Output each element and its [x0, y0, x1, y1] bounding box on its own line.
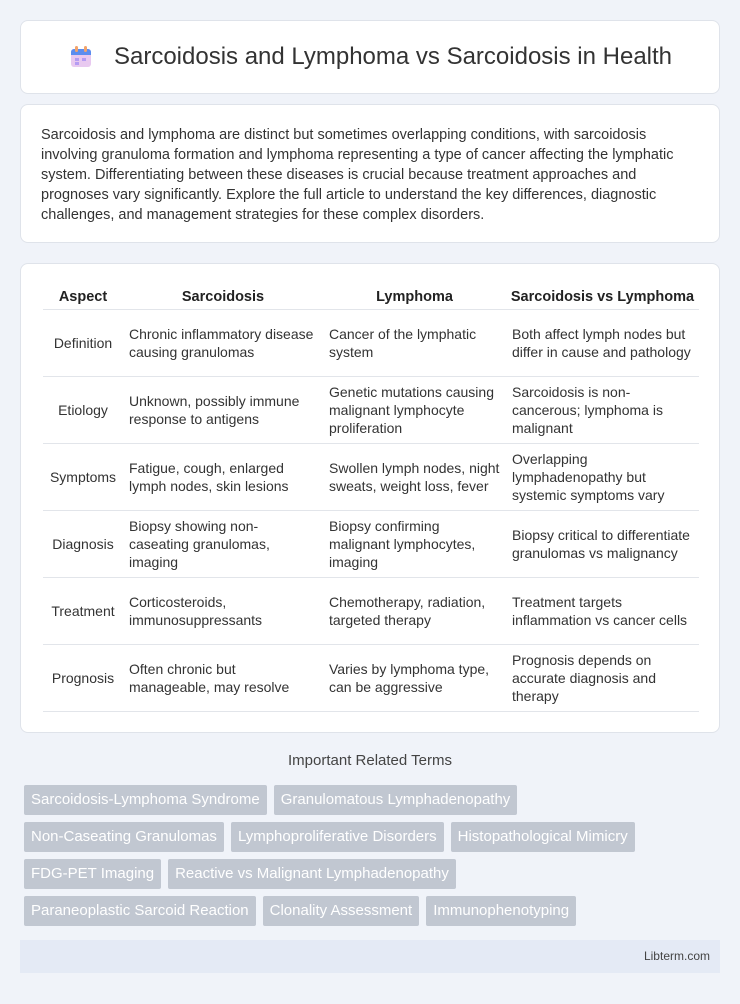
calendar-icon	[68, 44, 94, 70]
table-cell: Chronic inflammatory disease causing granulomas	[123, 310, 323, 377]
table-cell: Prognosis depends on accurate diagnosis and therapy	[506, 645, 699, 712]
term-row	[24, 859, 724, 889]
term-tag[interactable]: Immunophenotyping	[426, 896, 576, 926]
table-cell: Symptoms	[43, 444, 123, 511]
table-row	[43, 578, 699, 645]
table-row	[43, 444, 699, 511]
term-row	[24, 896, 724, 926]
term-tag[interactable]: Clonality Assessment	[263, 896, 420, 926]
header-comparison: Sarcoidosis vs Lymphoma	[506, 282, 699, 310]
table-cell: Genetic mutations causing malignant lymphocyte proliferation	[323, 377, 506, 444]
header-card	[20, 20, 720, 94]
table-cell: Biopsy showing non-caseating granulomas, imaging	[123, 511, 323, 578]
term-row	[24, 785, 724, 815]
header-lymphoma: Lymphoma	[323, 282, 506, 310]
table-cell: Prognosis	[43, 645, 123, 712]
term-tag[interactable]: Non-Caseating Granulomas	[24, 822, 224, 852]
header-sarcoidosis: Sarcoidosis	[123, 282, 323, 310]
term-tag[interactable]: Lymphoproliferative Disorders	[231, 822, 444, 852]
table-cell: Treatment	[43, 578, 123, 645]
table-row	[43, 645, 699, 712]
table-cell: Etiology	[43, 377, 123, 444]
table-header-row	[43, 282, 699, 310]
table-cell: Sarcoidosis is non-cancerous; lymphoma is malignant	[506, 377, 699, 444]
table-cell: Fatigue, cough, enlarged lymph nodes, skin lesions	[123, 444, 323, 511]
term-tag[interactable]: Reactive vs Malignant Lymphadenopathy	[168, 859, 456, 889]
footer-site-link[interactable]: Libterm.com	[643, 949, 710, 963]
table-cell: Varies by lymphoma type, can be aggressive	[323, 645, 506, 712]
table-cell: Often chronic but manageable, may resolve	[123, 645, 323, 712]
table-row	[43, 310, 699, 377]
table-cell: Definition	[43, 310, 123, 377]
term-row	[24, 822, 724, 852]
intro-card	[20, 104, 720, 243]
comparison-table	[43, 282, 699, 712]
term-tag[interactable]: Sarcoidosis-Lymphoma Syndrome	[24, 785, 267, 815]
table-row	[43, 511, 699, 578]
related-terms-title: Important Related Terms	[288, 752, 452, 769]
table-cell: Unknown, possibly immune response to antigens	[123, 377, 323, 444]
table-cell: Chemotherapy, radiation, targeted therapy	[323, 578, 506, 645]
comparison-card	[20, 263, 720, 733]
term-tag[interactable]: FDG-PET Imaging	[24, 859, 161, 889]
table-cell: Swollen lymph nodes, night sweats, weight loss, fever	[323, 444, 506, 511]
table-cell: Cancer of the lymphatic system	[323, 310, 506, 377]
table-cell: Corticosteroids, immunosuppressants	[123, 578, 323, 645]
table-cell: Treatment targets inflammation vs cancer cells	[506, 578, 699, 645]
footer	[20, 940, 720, 973]
table-cell: Both affect lymph nodes but differ in cause and pathology	[506, 310, 699, 377]
term-tag[interactable]: Granulomatous Lymphadenopathy	[274, 785, 518, 815]
table-cell: Overlapping lymphadenopathy but systemic symptoms vary	[506, 444, 699, 511]
term-tag[interactable]: Histopathological Mimicry	[451, 822, 635, 852]
table-cell: Diagnosis	[43, 511, 123, 578]
table-row	[43, 377, 699, 444]
table-cell: Biopsy confirming malignant lymphocytes, imaging	[323, 511, 506, 578]
header-aspect: Aspect	[43, 282, 123, 310]
table-cell: Biopsy critical to differentiate granulomas vs malignancy	[506, 511, 699, 578]
related-terms	[24, 785, 724, 933]
page-title: Sarcoidosis and Lymphoma vs Sarcoidosis in Health	[113, 43, 673, 70]
intro-text: Sarcoidosis and lymphoma are distinct but sometimes overlapping conditions, with sarcoidosis involving granuloma formation and lymphoma representing a type of cancer affecting the lymphatic system. Differentiating between these diseases is crucial because treatment approaches and prognoses vary significantly. Explore the full article to understand the key differences, diagnostic challenges, and management strategies for these complex disorders.	[41, 127, 674, 223]
term-tag[interactable]: Paraneoplastic Sarcoid Reaction	[24, 896, 256, 926]
